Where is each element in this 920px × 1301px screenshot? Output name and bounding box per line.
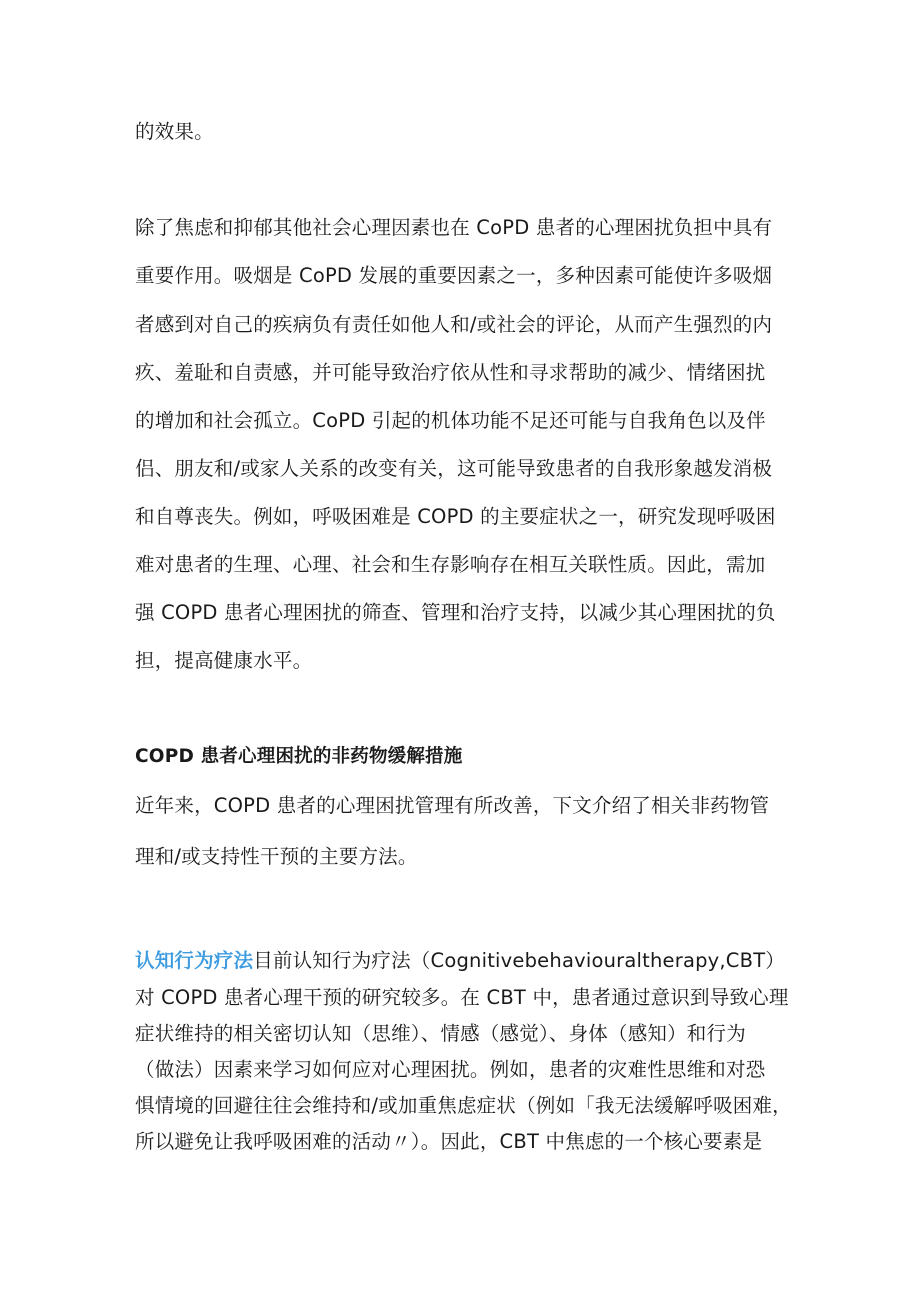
paragraph-2-line-7: 和自尊丧失。例如，呼吸困难是 COPD 的主要症状之一，研究发现呼吸困 bbox=[135, 505, 776, 528]
paragraph-4-line-5: 惧情境的回避往往会维持和/或加重焦虑症状（例如「我无法缓解呼吸困难， bbox=[135, 1094, 792, 1117]
paragraph-2-line-6: 侣、朋友和/或家人关系的改变有关，这可能导致患者的自我形象越发消极 bbox=[135, 457, 773, 480]
paragraph-4-line-6: 所以避免让我呼吸困难的活动〃）。因此，CBT 中焦虑的一个核心要素是 bbox=[135, 1130, 763, 1153]
paragraph-3-line-1: 近年来，COPD 患者的心理困扰管理有所改善，下文介绍了相关非药物管 bbox=[135, 794, 770, 817]
paragraph-2-line-3: 者感到对自己的疾病负有责任如他人和/或社会的评论，从而产生强烈的内 bbox=[135, 313, 773, 336]
section-heading: COPD 患者心理困扰的非药物缓解措施 bbox=[135, 746, 463, 767]
paragraph-4-line-4: （做法）因素来学习如何应对心理困扰。例如，患者的灾难性思维和对恐 bbox=[135, 1058, 766, 1081]
highlight-term: 认知行为疗法 bbox=[135, 949, 254, 972]
paragraph-4-line-1-rest: 目前认知行为疗法（Cognitivebehaviouraltherapy,CBT） bbox=[253, 949, 786, 972]
paragraph-2-line-4: 疚、羞耻和自责感，并可能导致治疗依从性和寻求帮助的减少、情绪困扰 bbox=[135, 361, 766, 384]
paragraph-2-line-8: 难对患者的生理、心理、社会和生存影响存在相互关联性质。因此，需加 bbox=[135, 553, 766, 576]
paragraph-4-line-3: 症状维持的相关密切认知（思维）、情感（感觉）、身体（感知）和行为 bbox=[135, 1022, 746, 1045]
paragraph-4-line-2: 对 COPD 患者心理干预的研究较多。在 CBT 中，患者通过意识到导致心理 bbox=[135, 986, 789, 1009]
paragraph-3-line-2: 理和/或支持性干预的主要方法。 bbox=[135, 845, 418, 868]
paragraph-2-line-10: 担，提高健康水平。 bbox=[135, 649, 313, 672]
paragraph-2-line-1: 除了焦虑和抑郁其他社会心理因素也在 CoPD 患者的心理困扰负担中具有 bbox=[135, 216, 773, 239]
paragraph-2-line-2: 重要作用。吸烟是 CoPD 发展的重要因素之一，多种因素可能使许多吸烟 bbox=[135, 264, 773, 287]
paragraph-2-line-9: 强 COPD 患者心理困扰的筛查、管理和治疗支持，以减少其心理困扰的负 bbox=[135, 601, 776, 624]
paragraph-1-line-1: 的效果。 bbox=[135, 120, 214, 143]
paragraph-4-line-1 bbox=[135, 946, 790, 976]
paragraph-2-line-5: 的增加和社会孤立。CoPD 引起的机体功能不足还可能与自我角色以及伴 bbox=[135, 409, 766, 432]
